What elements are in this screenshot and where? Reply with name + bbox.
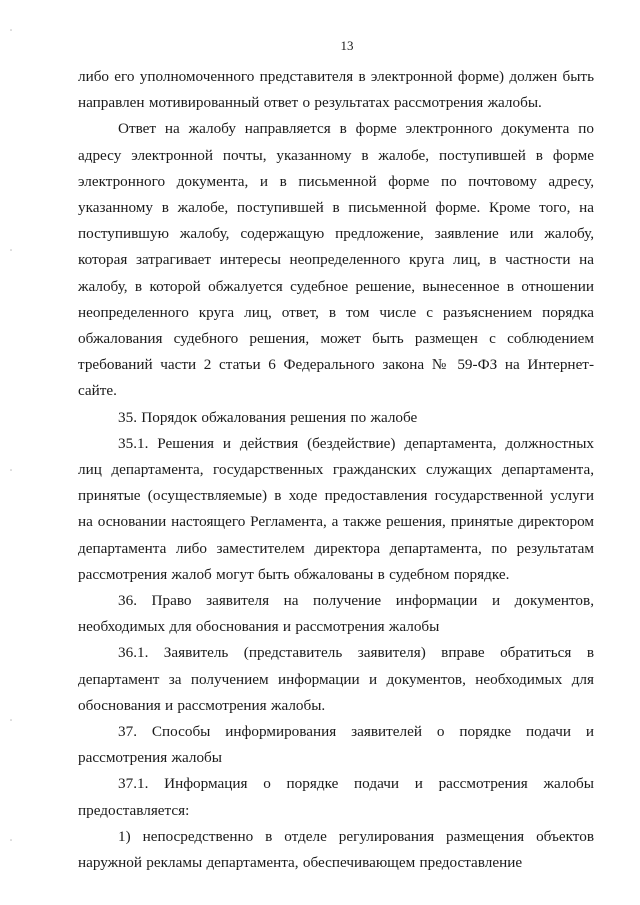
section-heading-37: 37. Способы информирования заявителей о порядке подачи и рассмотрения жалобы: [78, 723, 594, 767]
paragraph-37-1: 37.1. Информация о порядке подачи и рассмотрения жалобы предоставляется:: [78, 775, 594, 819]
document-body: [78, 64, 594, 876]
page-number: 13: [340, 38, 354, 53]
paragraph-1: либо его уполномоченного представителя в электронной форме) должен быть направлен мотивированный ответ о результатах рассмотрения жалобы.: [78, 68, 594, 112]
section-heading-35: 35. Порядок обжалования решения по жалобе: [118, 408, 418, 426]
paragraph-36-1: 36.1. Заявитель (представитель заявителя) вправе обратиться в департамент за получением информации и документов, необходимых для обоснования и рассмотрения жалобы.: [78, 644, 594, 714]
paragraph-2: Ответ на жалобу направляется в форме электронного документа по адресу электронной почты, указанному в жалобе, поступившей в форме электронного документа, и в письменной форме по почтовому адресу, указанному в жалобе, поступившей в письменной форме. Кроме того, на поступившую жалобу, содержащую предложение, заявление или жалобу, которая затрагивает интересы неопределенного круга лиц, в частности на жалобу, в которой обжалуется судебное решение, вынесенное в отношении неопределенного круга лиц, ответ, в том числе с разъяснением порядка обжалования судебного решения, может быть размещен с соблюдением требований части 2 статьи 6 Федерального закона № 59-ФЗ на Интернет-сайте.: [78, 120, 594, 400]
scan-margin-marks: [8, 0, 14, 905]
paragraph-35-1: 35.1. Решения и действия (бездействие) департамента, должностных лиц департамента, государственных гражданских служащих департамента, принятые (осуществляемые) в ходе предоставления государственной услуги на основании настоящего Регламента, а также решения, принятые директором департамента либо заместителем директора департамента, по результатам рассмотрения жалоб могут быть обжалованы в судебном порядке.: [78, 434, 594, 583]
section-heading-36: 36. Право заявителя на получение информации и документов, необходимых для обоснования и рассмотрения жалобы: [78, 592, 594, 636]
list-item-1: 1) непосредственно в отделе регулирования размещения объектов наружной рекламы департамента, обеспечивающем предоставление: [78, 827, 594, 872]
